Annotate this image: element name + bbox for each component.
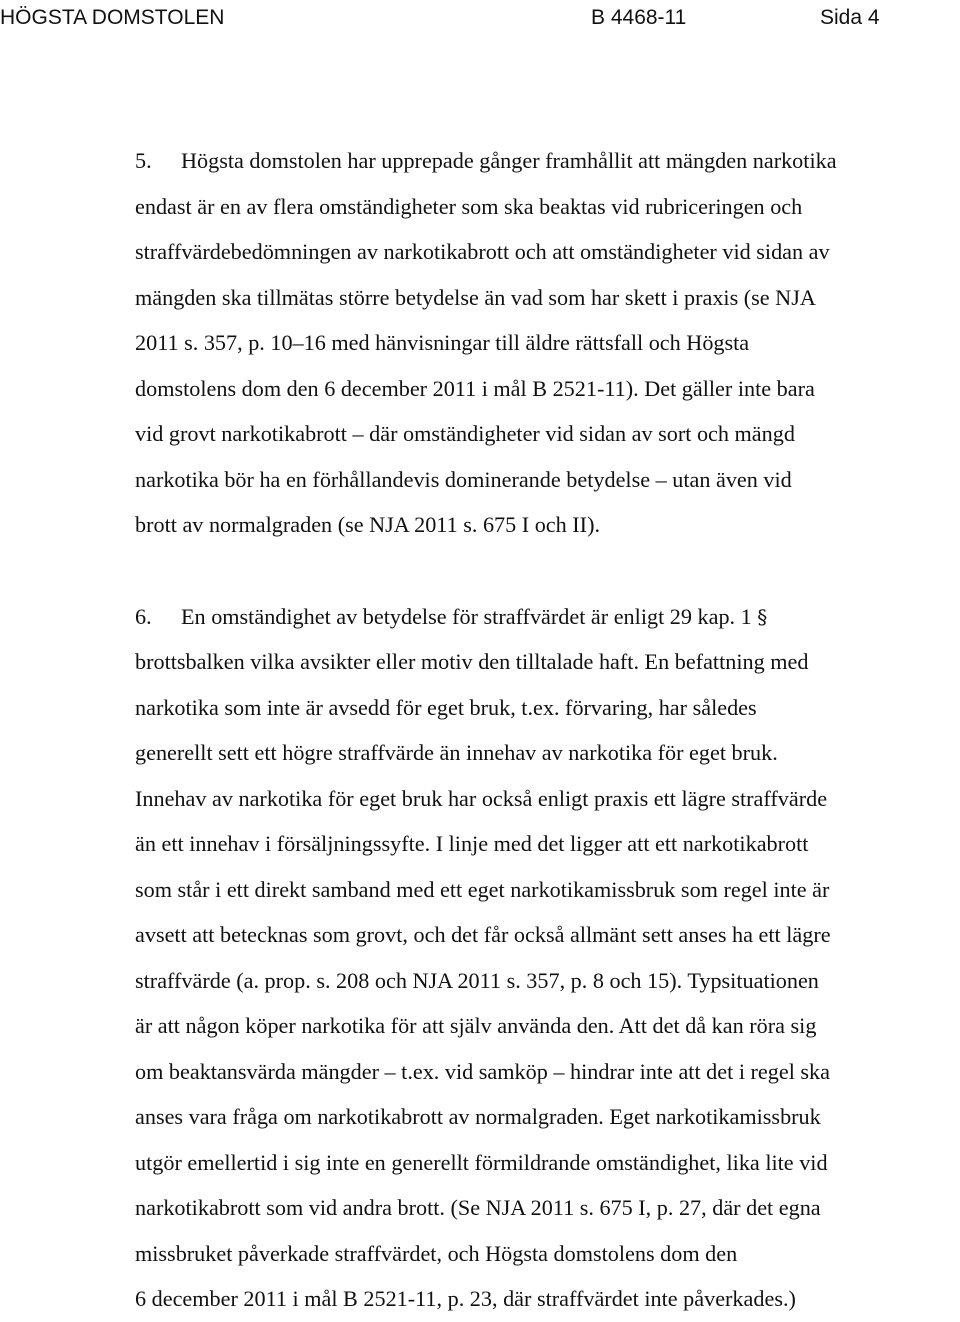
paragraph-line: straffvärdebedömningen av narkotikabrott och att omständigheter vid sidan av [135,239,830,264]
page-number: Sida 4 [820,6,880,29]
paragraph-line: brott av normalgraden (se NJA 2011 s. 675 I och II). [135,512,601,537]
paragraph-line: är att någon köper narkotika för att själv använda den. Att det då kan röra sig [135,1013,817,1038]
document-body [135,138,960,1322]
paragraph-line: än ett innehav i försäljningssyfte. I linje med det ligger att ett narkotikabrott [135,831,809,856]
paragraph-text: En omständighet av betydelse för straffvärdet är enligt 29 kap. 1 [181,603,752,629]
paragraph-line: narkotika som inte är avsedd för eget bruk, t.ex. förvaring, har således [135,694,757,720]
paragraph-spacer [135,548,960,594]
paragraph-line: brottsbalken vilka avsikter eller motiv den tilltalade haft. En befattning med [135,649,809,674]
paragraph-line: anses vara fråga om narkotikabrott av normalgraden. Eget narkotikamissbruk [135,1104,821,1129]
paragraph-number: 6. [135,603,152,629]
paragraph-line: vid grovt narkotikabrott – där omständigheter vid sidan av sort och mängd [135,421,795,446]
paragraph-5 [135,138,960,548]
paragraph-line: straffvärde (a. prop. s. 208 och NJA 2011 s. 357, p. 8 och 15). Typsituationen [135,967,819,993]
paragraph-line: avsett att betecknas som grovt, och det får också allmänt sett anses ha ett lägre [135,922,831,947]
paragraph-line: missbruket påverkade straffvärdet, och Högsta domstolens dom den [135,1240,738,1266]
paragraph-line: endast är en av flera omständigheter som ska beaktas vid rubriceringen och [135,193,803,219]
paragraph-text: Högsta domstolen har upprepade gånger framhållit att mängden narkotika [181,148,837,173]
paragraph-line: domstolens dom den 6 december 2011 i mål B 2521-11). Det gäller inte bara [135,375,815,401]
paragraph-line: om beaktansvärda mängder – t.ex. vid samköp – hindrar inte att det i regel ska [135,1058,830,1084]
paragraph-line: som står i ett direkt samband med ett eget narkotikamissbruk som regel inte är [135,876,830,902]
paragraph-line: 6 december 2011 i mål B 2521-11, p. 23, där straffvärdet inte påverkades.) [135,1286,796,1311]
section-sign: § [757,604,768,629]
paragraph-line [135,594,960,640]
paragraph-line: utgör emellertid i sig inte en generellt förmildrande omständighet, lika lite vid [135,1149,828,1175]
case-number: B 4468-11 [591,6,687,29]
paragraph-line: 2011 s. 357, p. 10–16 med hänvisningar till äldre rättsfall och Högsta [135,330,750,355]
paragraph-line: mängden ska tillmätas större betydelse än vad som har skett i praxis (se NJA [135,284,816,310]
paragraph-line: generellt sett ett högre straffvärde än innehav av narkotika för eget bruk. [135,740,778,765]
paragraph-6 [135,594,960,1322]
paragraph-line [135,138,960,184]
court-name: HÖGSTA DOMSTOLEN [0,6,225,29]
paragraph-line: narkotikabrott som vid andra brott. (Se NJA 2011 s. 675 I, p. 27, där det egna [135,1195,821,1220]
paragraph-line: Innehav av narkotika för eget bruk har också enligt praxis ett lägre straffvärde [135,785,828,811]
paragraph-number: 5. [135,148,152,173]
paragraph-line: narkotika bör ha en förhållandevis dominerande betydelse – utan även vid [135,466,792,492]
page-header [0,3,960,33]
